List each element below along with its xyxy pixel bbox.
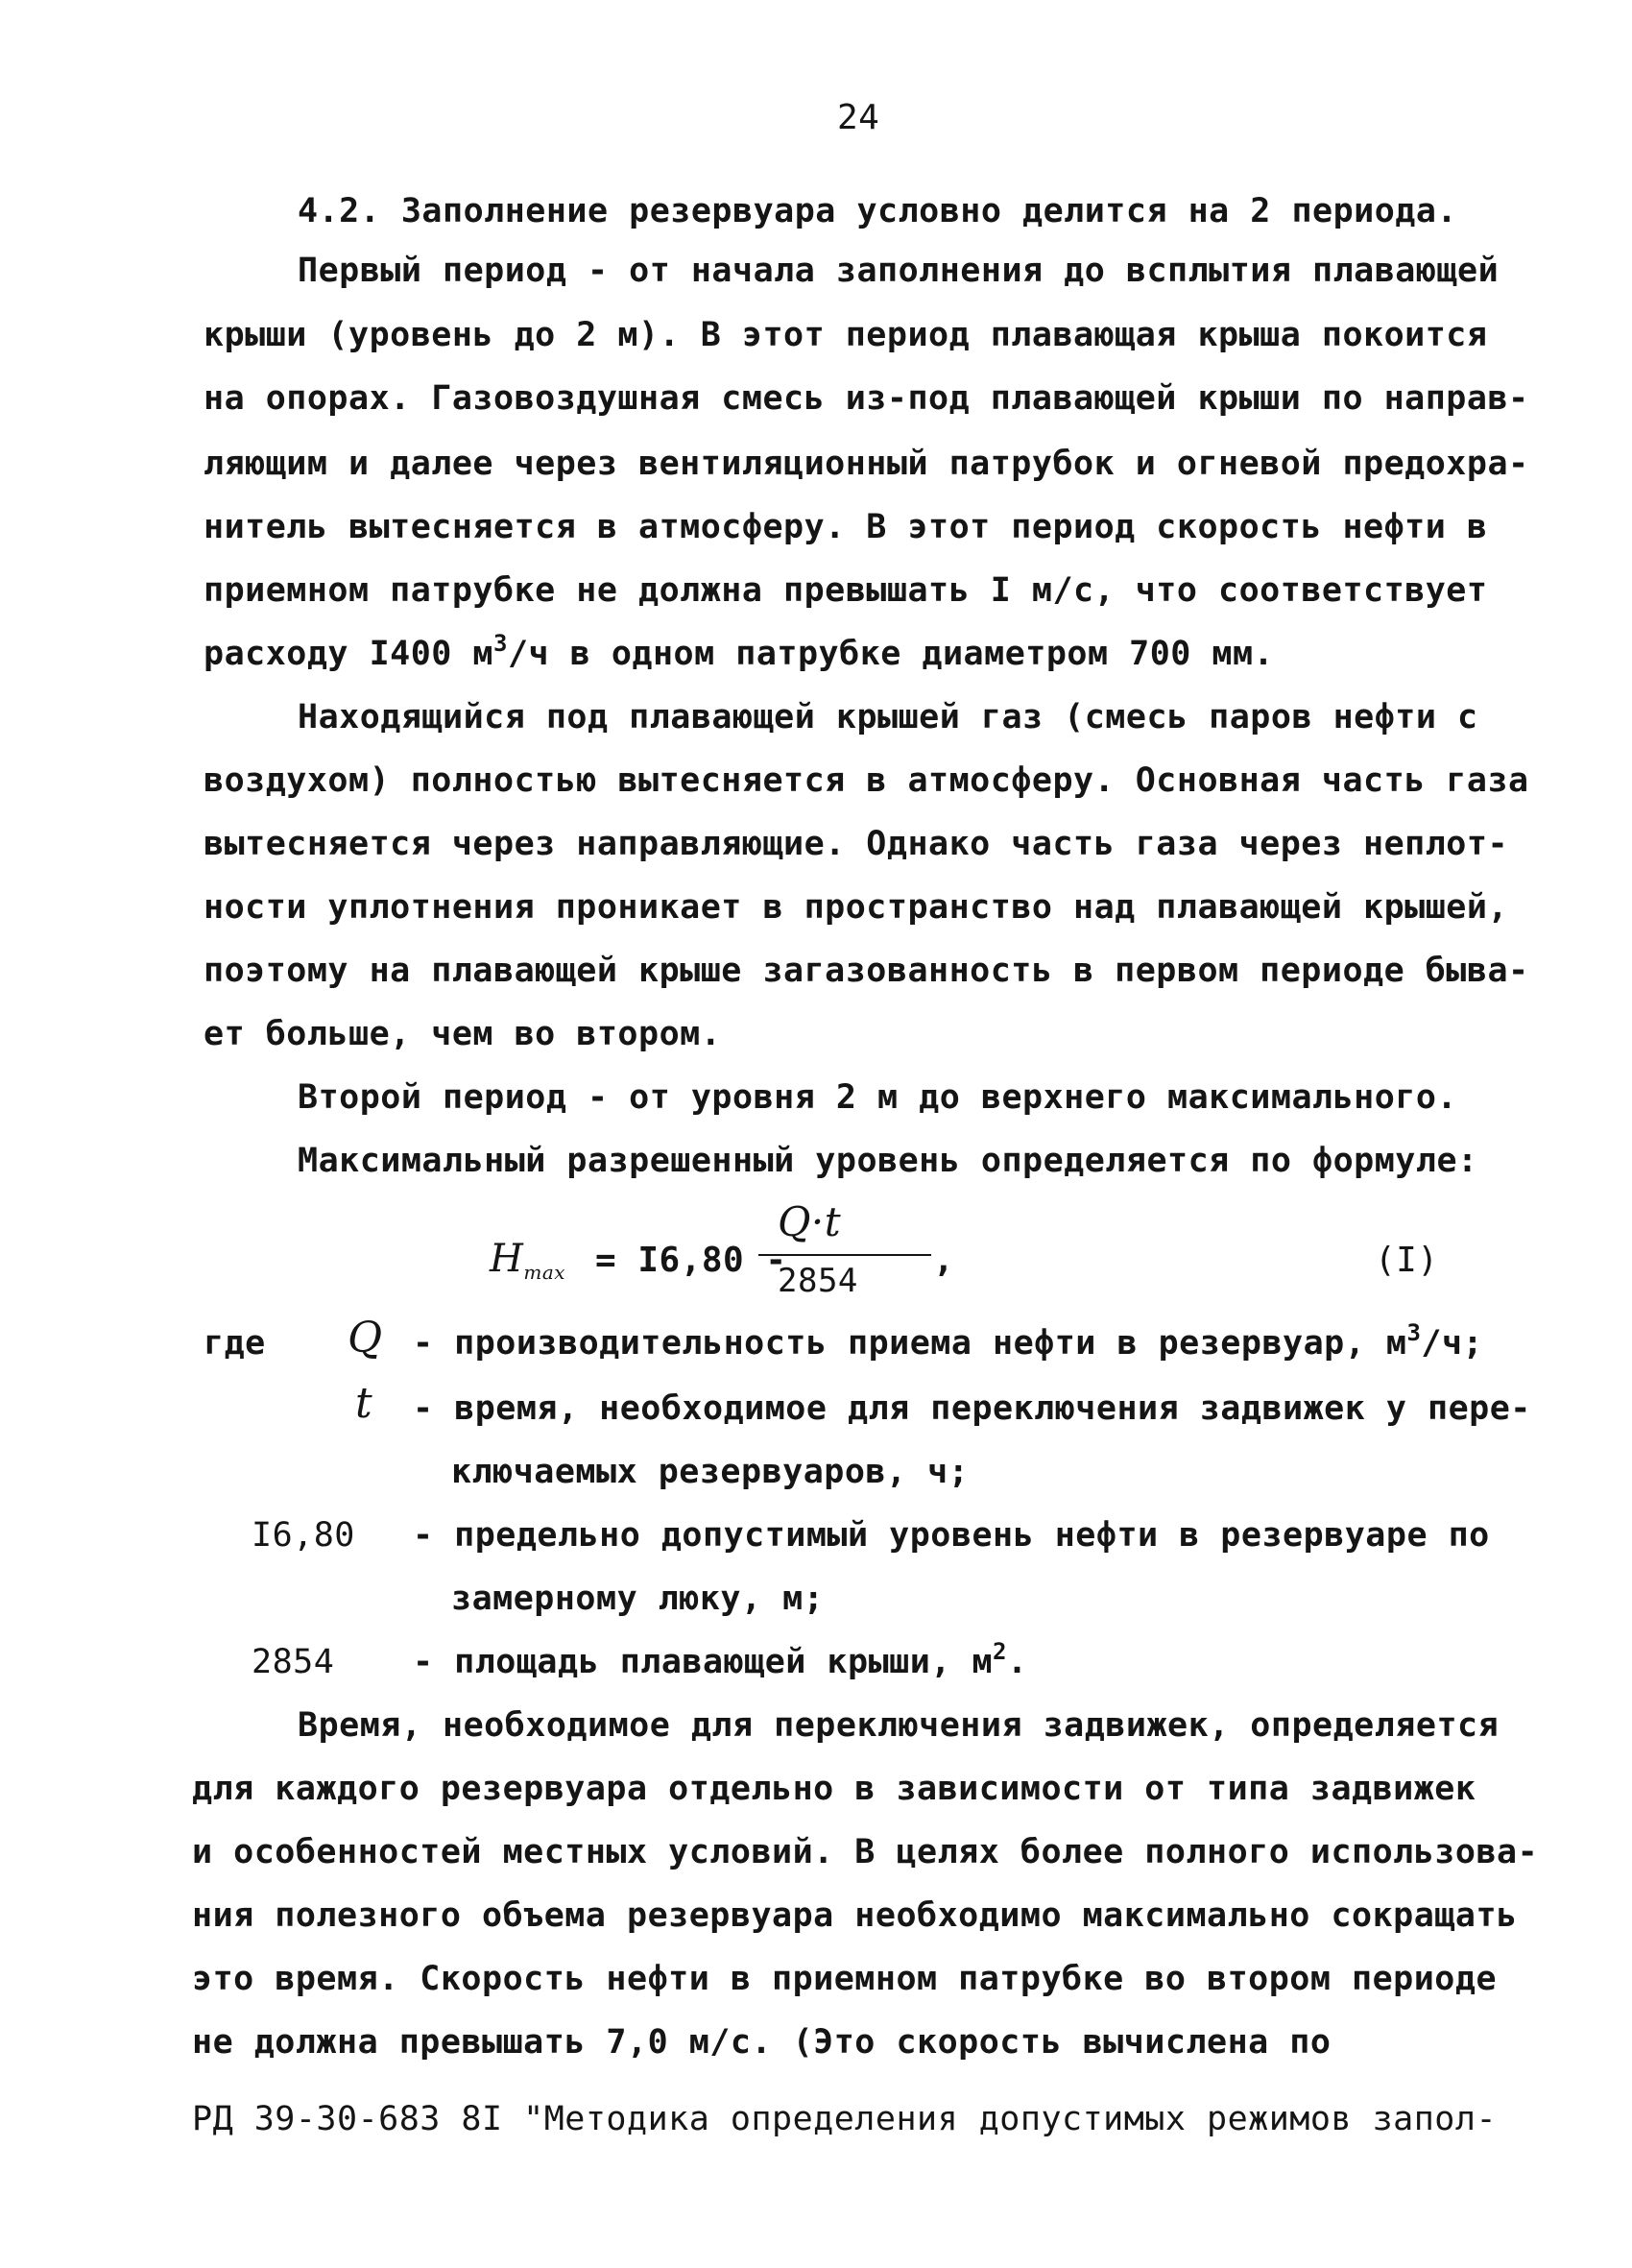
text-line: на опорах. Газовоздушная смесь из-под плавающей крыши по направ- [204,379,1529,418]
text-line: вытесняется через направляющие. Однако часть газа через неплот- [204,825,1509,863]
text-line: замерному люку, м; [451,1580,825,1618]
text-line: нитель вытесняется в атмосферу. В этот период скорость нефти в [204,508,1488,546]
term: 2854 [252,1643,335,1681]
text-line [413,1638,1028,1681]
text-line: Максимальный разрешенный уровень определяется по формуле: [298,1142,1478,1180]
text-line: ключаемых резервуаров, ч; [451,1453,970,1491]
formula-lhs-symbol: H [490,1237,524,1281]
formula-comma: , [933,1241,955,1280]
text-line: - время, необходимое для переключения задвижек у пере- [413,1389,1531,1428]
q-symbol: Q [348,1314,383,1363]
superscript: 3 [1406,1319,1422,1346]
text-line: это время. Скорость нефти в приемном патрубке во втором периоде [192,1960,1498,1998]
formula-denominator: 2854 [778,1262,858,1300]
text-segment: - площадь плавающей крыши, м [413,1643,994,1681]
text-line: ляющим и далее через вентиляционный патрубок и огневой предохра- [204,445,1529,483]
text-line [204,630,1275,673]
text-segment: расходу I400 м [204,635,494,673]
text-line: 4.2. Заполнение резервуара условно делится на 2 периода. [298,192,1458,230]
formula-lhs [490,1237,565,1284]
fraction-bar [758,1254,931,1256]
text-line: для каждого резервуара отдельно в зависимости от типа задвижек [192,1770,1476,1808]
term: I6,80 [252,1516,355,1555]
text-line: - предельно допустимый уровень нефти в резервуаре по [413,1516,1490,1555]
text-line: ности уплотнения проникает в пространство над плавающей крышей, [204,888,1509,927]
text-line: приемном патрубке не должна превышать I м/с, что соответствует [204,571,1488,610]
text-segment: - производительность приема нефти в резервуар, м [413,1324,1407,1363]
text-line: поэтому на плавающей крыше загазованность в первом периоде быва- [204,952,1529,990]
text-line: Первый период - от начала заполнения до всплытия плавающей [298,252,1500,290]
formula-lhs-subscript: max [523,1261,566,1284]
text-line: Находящийся под плавающей крышей газ (смесь паров нефти с [298,698,1478,736]
text-line: не должна превышать 7,0 м/с. (Это скорость вычислена по [192,2023,1332,2062]
where-label: где [204,1324,266,1363]
superscript: 3 [493,630,508,657]
page-number: 24 [837,98,880,137]
formula [480,1198,979,1300]
text-line: воздухом) полностью вытесняется в атмосферу. Основная часть газа [204,761,1529,800]
text-line: Время, необходимое для переключения задвижек, определяется [298,1706,1500,1745]
text-line: и особенностей местных условий. В целях более полного использова- [192,1833,1539,1871]
text-segment: . [1006,1643,1028,1681]
text-segment: /ч; [1421,1324,1484,1363]
text-line: ет больше, чем во втором. [204,1015,722,1053]
text-line: Второй период - от уровня 2 м до верхнего максимального. [298,1078,1458,1117]
footnote-line: РД 39-30-683 8I "Методика определения допустимых режимов запол- [192,2100,1498,2138]
text-line [413,1319,1484,1363]
t-symbol: t [355,1379,373,1428]
text-segment: /ч в одном патрубке диаметром 700 мм. [507,635,1275,673]
formula-value: = I6,80 - [595,1241,787,1280]
formula-numerator: Q·t [778,1198,842,1245]
text-line: ния полезного объема резервуара необходимо максимально сокращать [192,1896,1518,1935]
superscript: 2 [993,1638,1007,1665]
text-line: крыши (уровень до 2 м). В этот период плавающая крыша покоится [204,316,1488,354]
equation-number: (I) [1375,1241,1439,1280]
